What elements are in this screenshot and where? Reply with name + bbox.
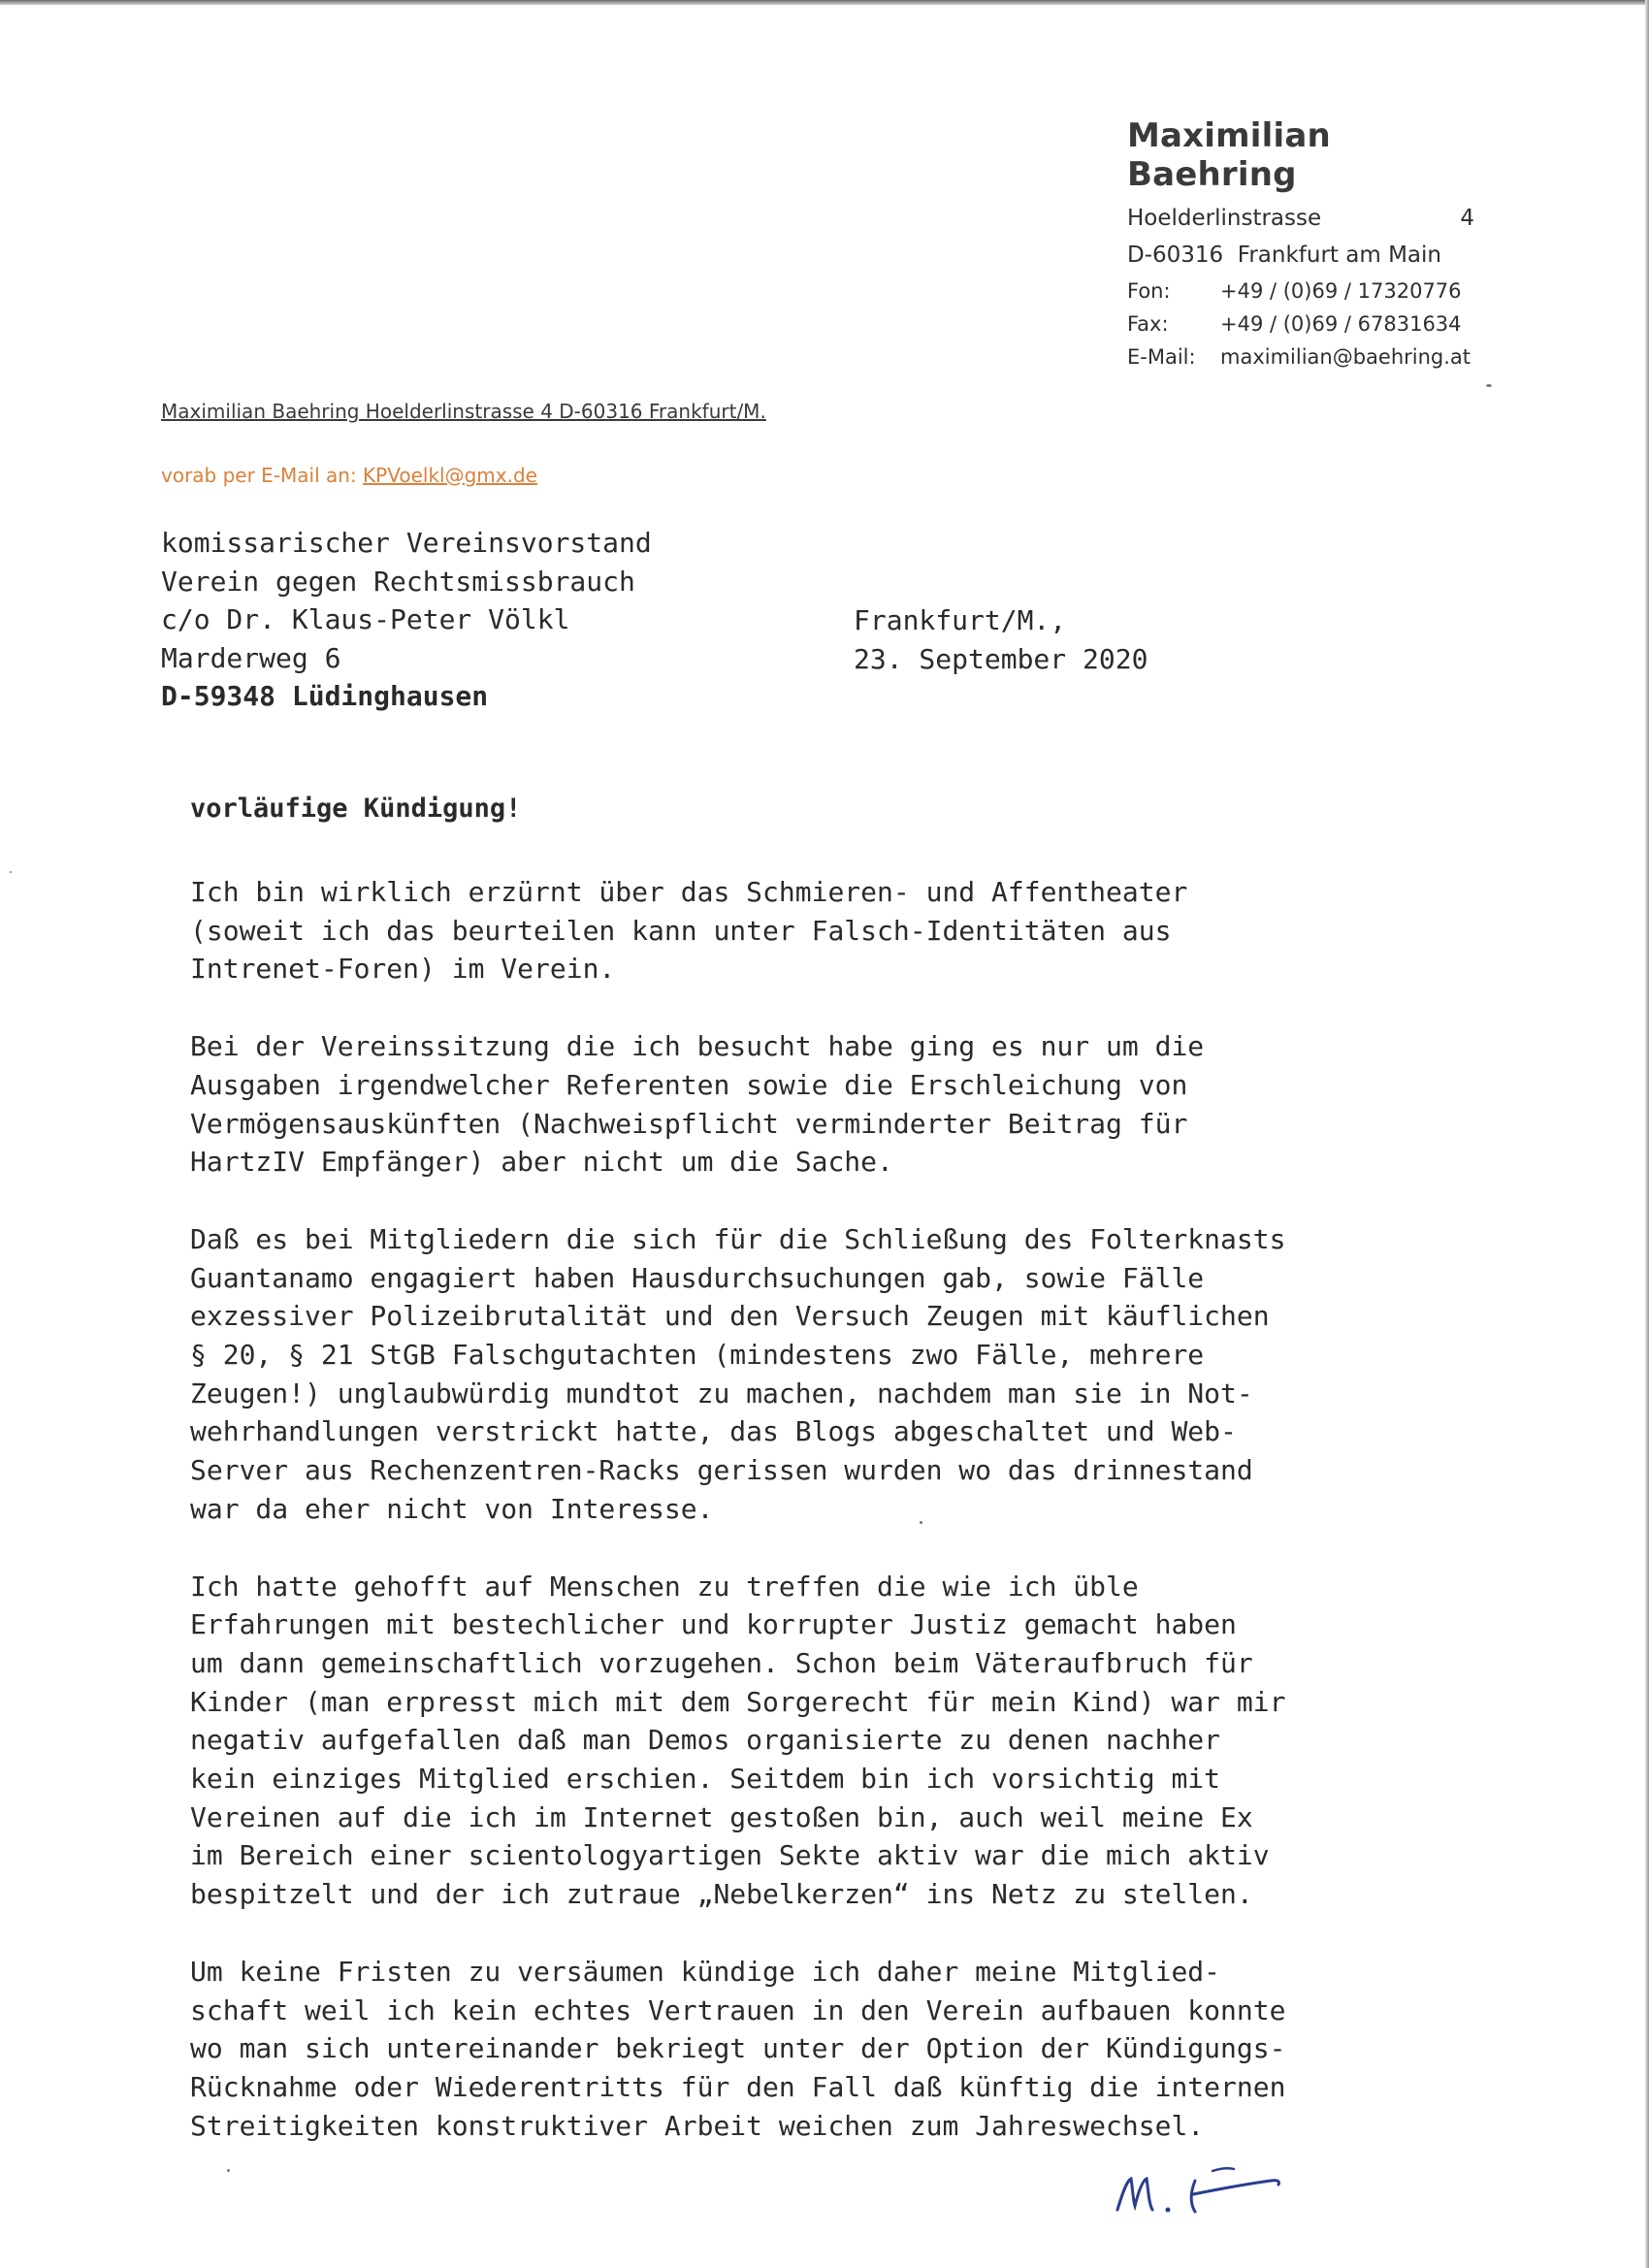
body-line: war da eher nicht von Interesse.	[190, 1492, 714, 1525]
letter-body	[190, 873, 1412, 2184]
paragraph	[190, 1027, 1412, 1182]
body-line: wehrhandlungen verstrickt hatte, das Blogs abgeschaltet und Web-	[190, 1415, 1237, 1448]
body-line: Zeugen!) unglaubwürdig mundtot zu machen, nachdem man sie in Not-	[190, 1377, 1253, 1409]
body-line: Ausgaben irgendwelcher Referenten sowie die Erschleichung von	[190, 1068, 1188, 1101]
sender-name: Maximilian Baehring	[1127, 116, 1331, 194]
sender-fax-line	[1127, 312, 1474, 345]
sender-email: maximilian@baehring.at	[1220, 345, 1471, 369]
body-line: bespitzelt und der ich zutraue „Nebelkerzen“ ins Netz zu stellen.	[190, 1878, 1253, 1911]
paragraph	[190, 1953, 1412, 2146]
body-line: Intrenet-Foren) im Verein.	[190, 953, 616, 986]
email-note-prefix: vorab per E-Mail an:	[161, 464, 364, 487]
body-line: Daß es bei Mitgliedern die sich für die Schließung des Folterknasts	[190, 1222, 1286, 1255]
body-line: HartzIV Empfänger) aber nicht um die Sache.	[190, 1146, 893, 1179]
body-line: Streitigkeiten konstruktiver Arbeit weichen zum Jahreswechsel.	[190, 2109, 1205, 2142]
recipient-city: D-59348 Lüdinghausen	[161, 680, 489, 712]
body-line: schaft weil ich kein echtes Vertrauen in den Verein aufbauen konnte	[190, 1993, 1286, 2026]
phone-label: Fon:	[1127, 279, 1171, 303]
sender-email-line	[1127, 345, 1474, 378]
email-label: E-Mail:	[1127, 345, 1196, 369]
scan-edge-right	[1645, 0, 1649, 2268]
body-line: Vereinen auf die ich im Internet gestoßen bin, auch weil meine Ex	[190, 1800, 1253, 1833]
body-line: negativ aufgefallen daß man Demos organisierte zu denen nachher	[190, 1724, 1221, 1757]
sender-phone-line	[1127, 279, 1474, 312]
email-note	[161, 464, 537, 487]
sender-street-line	[1127, 206, 1474, 243]
body-line: Rücknahme oder Wiederentritts für den Fall daß künftig die internen	[190, 2070, 1286, 2103]
scan-speck	[227, 2169, 230, 2172]
body-line: Bei der Vereinssitzung die ich besucht habe ging es nur um die	[190, 1030, 1205, 1063]
sender-house-number: 4	[1460, 206, 1474, 231]
scan-edge-top	[0, 0, 1649, 5]
sender-fax: +49 / (0)69 / 67831634	[1220, 312, 1462, 336]
body-line: um dann gemeinschaftlich vorzugehen. Schon beim Väteraufbruch für	[190, 1646, 1253, 1679]
body-line: Server aus Rechenzentren-Racks gerissen wurden wo das drinnestand	[190, 1454, 1253, 1487]
sender-street: Hoelderlinstrasse	[1127, 206, 1322, 231]
sender-city: D-60316 Frankfurt am Main	[1127, 243, 1441, 268]
body-line: Guantanamo engagiert haben Hausdurchsuchungen gab, sowie Fälle	[190, 1261, 1205, 1294]
body-line: Um keine Fristen zu versäumen kündige ich daher meine Mitglied-	[190, 1955, 1221, 1988]
body-line: wo man sich untereinander bekriegt unter der Option der Kündigungs-	[190, 2032, 1286, 2065]
return-address-line: Maximilian Baehring Hoelderlinstrasse 4 D-60316 Frankfurt/M.	[161, 400, 766, 423]
scan-speck	[1486, 384, 1492, 387]
scan-speck	[10, 871, 12, 873]
scan-speck	[920, 1521, 922, 1524]
body-line: Erfahrungen mit bestechlicher und korrupter Justiz gemacht haben	[190, 1608, 1237, 1641]
recipient-line: c/o Dr. Klaus-Peter Völkl	[161, 603, 570, 635]
body-line: im Bereich einer scientologyartigen Sekte aktiv war die mich aktiv	[190, 1839, 1270, 1872]
recipient-line: komissarischer Vereinsvorstand	[161, 527, 652, 559]
recipient-address	[161, 524, 652, 716]
paragraph	[190, 1568, 1412, 1914]
paragraph	[190, 1220, 1412, 1529]
place-date	[854, 601, 1148, 679]
letterhead	[1127, 116, 1474, 378]
body-line: kein einziges Mitglied erschien. Seitdem bin ich vorsichtig mit	[190, 1763, 1221, 1796]
body-line: Kinder (man erpresst mich mit dem Sorgerecht für mein Kind) war mir	[190, 1685, 1286, 1718]
subject-line: vorläufige Kündigung!	[190, 794, 522, 824]
body-line: exzessiver Polizeibrutalität und den Versuch Zeugen mit käuflichen	[190, 1300, 1270, 1333]
paragraph	[190, 873, 1412, 988]
body-line: Vermögensauskünften (Nachweispflicht verminderter Beitrag für	[190, 1107, 1188, 1140]
fax-label: Fax:	[1127, 312, 1169, 336]
sender-city-line	[1127, 243, 1474, 279]
place: Frankfurt/M.,	[854, 604, 1067, 636]
body-line: Ich hatte gehofft auf Menschen zu treffen die wie ich üble	[190, 1570, 1139, 1603]
handwritten-signature	[1106, 2152, 1339, 2229]
recipient-email-link[interactable]: KPVoelkl@gmx.de	[363, 464, 537, 487]
recipient-line: Marderweg 6	[161, 641, 341, 674]
body-line: (soweit ich das beurteilen kann unter Falsch-Identitäten aus	[190, 914, 1172, 947]
date: 23. September 2020	[854, 643, 1148, 675]
body-line: Ich bin wirklich erzürnt über das Schmieren- und Affentheater	[190, 876, 1188, 908]
sender-phone: +49 / (0)69 / 17320776	[1220, 279, 1462, 303]
body-line: § 20, § 21 StGB Falschgutachten (mindestens zwo Fälle, mehrere	[190, 1339, 1205, 1372]
recipient-line: Verein gegen Rechtsmissbrauch	[161, 565, 635, 598]
